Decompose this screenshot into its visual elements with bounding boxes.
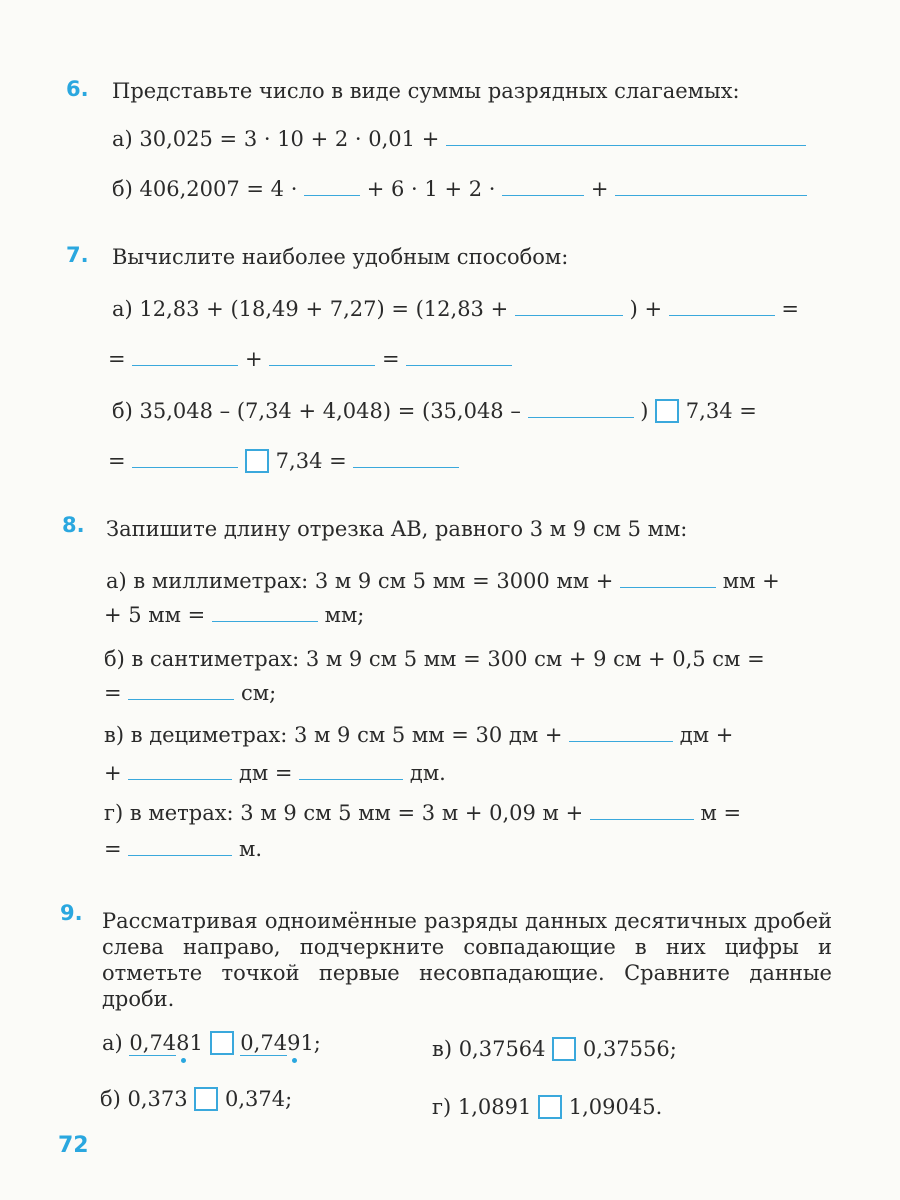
task-7a-text-1: а) 12,83 + (18,49 + 7,27) = (12,83 + [112,297,509,321]
task-8a-text-4: мм; [324,603,365,627]
task-8a-text-1: а) в миллиметрах: 3 м 9 см 5 мм = 3000 мм + [106,569,614,593]
answer-blank[interactable] [269,347,375,366]
answer-blank[interactable] [212,603,318,622]
task-8c-text-3: + [104,761,122,785]
task-9c-text-1: в) 0,37564 [432,1037,546,1061]
task-7b-text-5: 7,34 = [275,449,347,473]
compare-box[interactable] [210,1031,234,1055]
task-9a-right-rest: 1; [300,1031,321,1055]
task-8c-text-4: дм = [238,761,293,785]
task-7a-text-3: = [781,297,800,321]
task-7b-line-2 [108,448,459,474]
answer-blank[interactable] [620,569,716,588]
answer-blank[interactable] [590,801,694,820]
task-7a-text-5: + [244,347,263,371]
answer-blank[interactable] [304,177,360,196]
task-8a-line-2 [104,602,364,628]
answer-blank[interactable] [615,177,807,196]
task-8a-text-3: + 5 мм = [104,603,206,627]
task-8d-text-4: м. [238,837,262,861]
task-9d [432,1094,662,1120]
task-6a-text: а) 30,025 = 3 · 10 + 2 · 0,01 + [112,127,440,151]
task-6-number: 6. [66,77,89,101]
answer-blank[interactable] [128,837,232,856]
task-6b [112,176,807,202]
task-7b-line-1 [112,398,757,424]
task-7a-text-6: = [381,347,400,371]
task-8d-text-1: г) в метрах: 3 м 9 см 5 мм = 3 м + 0,09 м + [104,801,584,825]
answer-blank[interactable] [569,723,673,742]
task-9d-text-1: г) 1,0891 [432,1095,532,1119]
answer-blank[interactable] [128,761,232,780]
task-6b-text-1: б) 406,2007 = 4 · [112,177,298,201]
task-7-title: Вычислите наиболее удобным способом: [112,245,569,269]
task-8c-line-2 [104,760,446,786]
answer-blank[interactable] [132,449,238,468]
task-9b-text-2: 0,374; [225,1087,293,1111]
answer-blank[interactable] [128,681,234,700]
task-7b-text-1: б) 35,048 – (7,34 + 4,048) = (35,048 – [112,399,521,423]
task-8c-text-1: в) в дециметрах: 3 м 9 см 5 мм = 30 дм + [104,723,563,747]
compare-box[interactable] [194,1087,218,1111]
task-7a-line-1 [112,296,799,322]
task-9a [102,1030,321,1056]
page-number: 72 [58,1133,89,1158]
task-9c-text-2: 0,37556; [582,1037,677,1061]
answer-blank[interactable] [446,127,806,146]
answer-blank[interactable] [502,177,584,196]
task-8d-line-2 [104,836,262,862]
task-8a-text-2: мм + [722,569,780,593]
answer-blank[interactable] [353,449,459,468]
answer-blank[interactable] [406,347,512,366]
task-8-title: Запишите длину отрезка AB, равного 3 м 9 см 5 мм: [106,517,688,541]
task-8c-text-2: дм + [679,723,734,747]
task-8c-line-1 [104,722,733,748]
task-6b-text-2: + 6 · 1 + 2 · [366,177,496,201]
task-8-number: 8. [62,513,85,537]
task-7-number: 7. [66,243,89,267]
task-7a-line-2 [108,346,512,372]
task-8b-line-1: б) в сантиметрах: 3 м 9 см 5 мм = 300 см + 9 см + 0,5 см = [104,647,765,671]
answer-blank[interactable] [132,347,238,366]
task-9d-text-2: 1,09045. [568,1095,663,1119]
task-9-text: Рассматривая одноимённые разряды данных десятичных дробей слева направо, подчеркните совпадающие в них цифры и отметьте точкой первые несовпадающие. Сравните данные дроби. [102,909,832,1011]
task-9c [432,1036,677,1062]
task-8d-text-2: м = [700,801,742,825]
task-7b-text-2: ) [640,399,649,423]
task-9-number: 9. [60,901,83,925]
dotted-digit: 8 [176,1031,190,1055]
task-8d-line-1 [104,800,741,826]
task-8b-text-2: = [104,681,122,705]
task-9b-text-1: б) 0,373 [100,1087,188,1111]
answer-blank[interactable] [515,297,623,316]
underlined-digits: 0,74 [129,1031,177,1055]
answer-blank[interactable] [669,297,775,316]
task-7b-text-3: 7,34 = [685,399,757,423]
task-9b [100,1086,292,1112]
task-8b-line-2 [104,680,276,706]
underlined-digits: 0,74 [240,1031,288,1055]
task-9a-left-rest: 1 [189,1031,203,1055]
sign-box[interactable] [245,449,269,473]
sign-box[interactable] [655,399,679,423]
compare-box[interactable] [552,1037,576,1061]
task-8d-text-3: = [104,837,122,861]
answer-blank[interactable] [299,761,403,780]
task-8a-line-1 [106,568,780,594]
dotted-digit: 9 [287,1031,301,1055]
task-6b-text-3: + [590,177,609,201]
task-8c-text-5: дм. [409,761,446,785]
compare-box[interactable] [538,1095,562,1119]
task-6a [112,126,806,152]
task-7a-text-2: ) + [629,297,663,321]
task-9a-label: а) [102,1031,123,1055]
task-7a-text-4: = [108,347,126,371]
answer-blank[interactable] [528,399,634,418]
task-6-title: Представьте число в виде суммы разрядных слагаемых: [112,79,740,103]
task-8b-text-3: см; [240,681,277,705]
task-7b-text-4: = [108,449,126,473]
